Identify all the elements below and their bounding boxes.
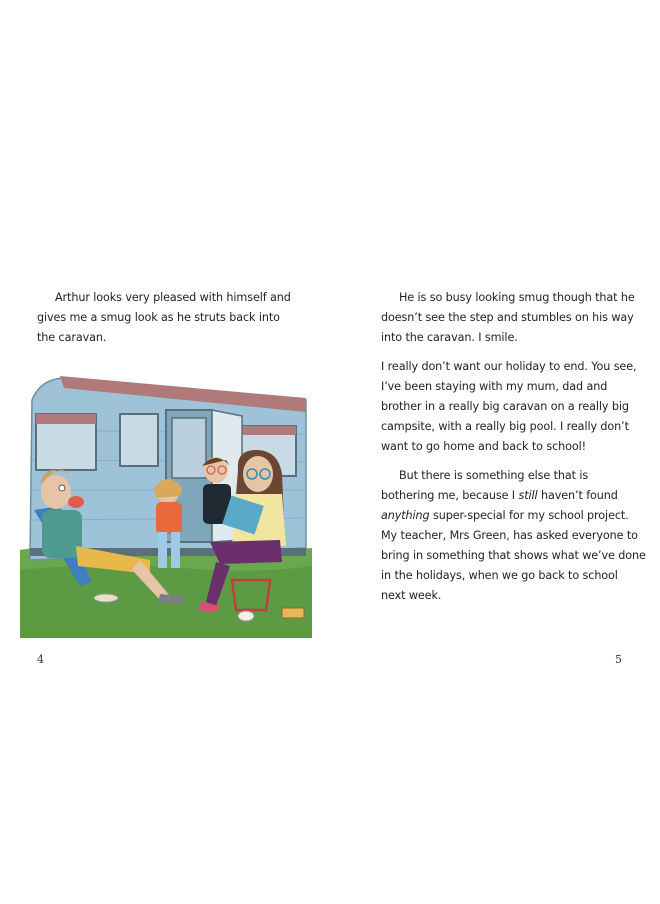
text-line: campsite, with a really big pool. I really don’t: [381, 420, 629, 433]
text-line: the caravan.: [37, 331, 107, 344]
text-line: I’ve been staying with my mum, dad and: [381, 380, 608, 393]
text-run: haven’t found: [537, 489, 618, 502]
text-line: want to go home and back to school!: [381, 440, 586, 453]
right-page-text: [381, 288, 651, 615]
mug: [238, 611, 254, 621]
plate: [94, 594, 118, 602]
text-line: in the holidays, when we go back to school: [381, 569, 618, 582]
text-line: I really don’t want our holiday to end. You see,: [381, 360, 637, 373]
paragraph: [381, 466, 651, 606]
caravan-window: [120, 414, 158, 466]
text-line: Arthur looks very pleased with himself and: [55, 291, 291, 304]
page-number: 4: [37, 653, 44, 666]
emphasis: anything: [381, 509, 430, 522]
left-page-text: [37, 288, 307, 357]
paragraph: [381, 288, 651, 348]
right-page: [330, 0, 660, 904]
text-line: [381, 506, 651, 526]
text-line: into the caravan. I smile.: [381, 331, 518, 344]
text-line: brother in a really big caravan on a really big: [381, 400, 629, 413]
emphasis: still: [518, 489, 538, 502]
text-line: doesn’t see the step and stumbles on his way: [381, 311, 634, 324]
text-run: bothering me, because I: [381, 489, 519, 502]
text-line: gives me a smug look as he struts back into: [37, 311, 280, 324]
paragraph: [37, 288, 307, 348]
text-line: [381, 486, 651, 506]
caravan-family-illustration: [20, 370, 312, 638]
paragraph: [381, 357, 651, 457]
text-line: He is so busy looking smug though that he: [399, 291, 635, 304]
page-number: 5: [615, 653, 622, 666]
text-line: My teacher, Mrs Green, has asked everyone to: [381, 529, 638, 542]
text-run: super-special for my school project.: [429, 509, 629, 522]
books-stack: [282, 608, 304, 618]
text-line: But there is something else that is: [399, 469, 589, 482]
text-line: next week.: [381, 589, 442, 602]
text-line: bring in something that shows what we’ve done: [381, 549, 646, 562]
